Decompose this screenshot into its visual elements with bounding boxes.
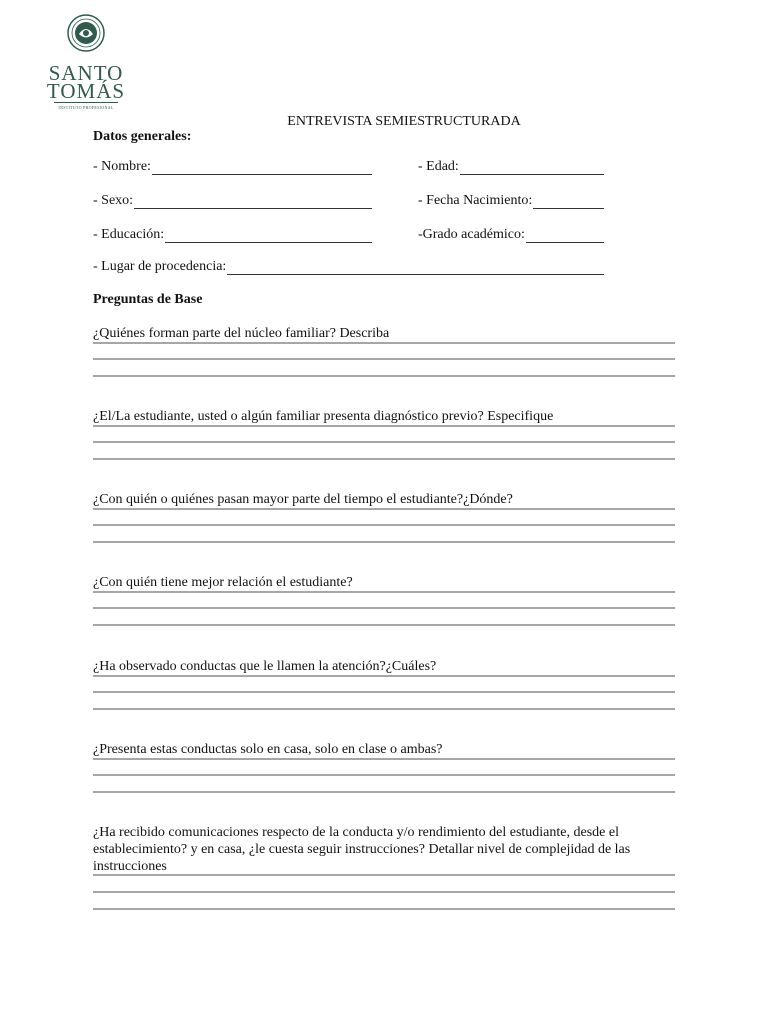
answer-line[interactable] xyxy=(93,758,675,760)
logo-wordmark-top: SANTO xyxy=(48,61,124,85)
academic-grade-field[interactable] xyxy=(418,227,604,243)
institution-logo xyxy=(40,14,132,110)
birthdate-field[interactable] xyxy=(418,193,604,209)
education-blank[interactable] xyxy=(165,228,372,243)
sex-label: - Sexo: xyxy=(93,193,134,208)
answer-line[interactable] xyxy=(93,708,675,710)
answer-line[interactable] xyxy=(93,342,675,344)
question-7: ¿Ha recibido comunicaciones respecto de la conducta y/o rendimiento del estudiante, desde el establecimiento? y en casa, ¿le cuesta seguir instrucciones? Detallar nivel de complejidad de las instrucciones xyxy=(93,825,631,874)
academic-grade-blank[interactable] xyxy=(526,228,604,243)
answer-line[interactable] xyxy=(93,691,675,693)
answer-line[interactable] xyxy=(93,375,675,377)
answer-line[interactable] xyxy=(93,458,675,460)
sex-blank[interactable] xyxy=(134,194,372,209)
answer-line[interactable] xyxy=(93,441,675,443)
question-1: ¿Quiénes forman parte del núcleo familiar? Describa xyxy=(93,326,390,341)
answer-line[interactable] xyxy=(93,524,675,526)
answer-line[interactable] xyxy=(93,541,675,543)
birthdate-blank[interactable] xyxy=(533,194,604,209)
sex-field[interactable] xyxy=(93,193,372,209)
question-5: ¿Ha observado conductas que le llamen la atención?¿Cuáles? xyxy=(93,659,437,674)
age-blank[interactable] xyxy=(460,160,604,175)
origin-blank[interactable] xyxy=(227,260,604,275)
answer-line[interactable] xyxy=(93,425,675,427)
origin-field[interactable] xyxy=(93,259,604,275)
question-6: ¿Presenta estas conductas solo en casa, solo en clase o ambas? xyxy=(93,742,443,757)
name-label: - Nombre: xyxy=(93,159,151,174)
questions-heading: Preguntas de Base xyxy=(93,292,203,307)
origin-label: - Lugar de procedencia: xyxy=(93,259,227,274)
answer-line[interactable] xyxy=(93,774,675,776)
question-4: ¿Con quién tiene mejor relación el estudiante? xyxy=(93,575,353,590)
education-label: - Educación: xyxy=(93,227,165,242)
logo-subtitle: INSTITUTO PROFESIONAL xyxy=(58,105,114,110)
question-3: ¿Con quién o quiénes pasan mayor parte del tiempo el estudiante?¿Dónde? xyxy=(93,492,513,507)
answer-line[interactable] xyxy=(93,891,675,893)
question-2: ¿El/La estudiante, usted o algún familiar presenta diagnóstico previo? Especifique xyxy=(93,409,554,424)
document-title: ENTREVISTA SEMIESTRUCTURADA xyxy=(287,114,521,129)
answer-line[interactable] xyxy=(93,675,675,677)
age-field[interactable] xyxy=(418,159,604,175)
seal-emblem-icon xyxy=(67,14,105,52)
name-field[interactable] xyxy=(93,159,372,175)
answer-line[interactable] xyxy=(93,624,675,626)
name-blank[interactable] xyxy=(152,160,372,175)
answer-line[interactable] xyxy=(93,591,675,593)
answer-line[interactable] xyxy=(93,508,675,510)
answer-line[interactable] xyxy=(93,791,675,793)
logo-divider xyxy=(54,102,118,103)
answer-line[interactable] xyxy=(93,874,675,876)
answer-line[interactable] xyxy=(93,908,675,910)
academic-grade-label: -Grado académico: xyxy=(418,227,525,242)
answer-line[interactable] xyxy=(93,607,675,609)
birthdate-label: - Fecha Nacimiento: xyxy=(418,193,533,208)
general-data-heading: Datos generales: xyxy=(93,129,192,144)
logo-wordmark-bottom: TOMÁS xyxy=(46,79,126,103)
age-label: - Edad: xyxy=(418,159,459,174)
education-field[interactable] xyxy=(93,227,372,243)
answer-line[interactable] xyxy=(93,358,675,360)
